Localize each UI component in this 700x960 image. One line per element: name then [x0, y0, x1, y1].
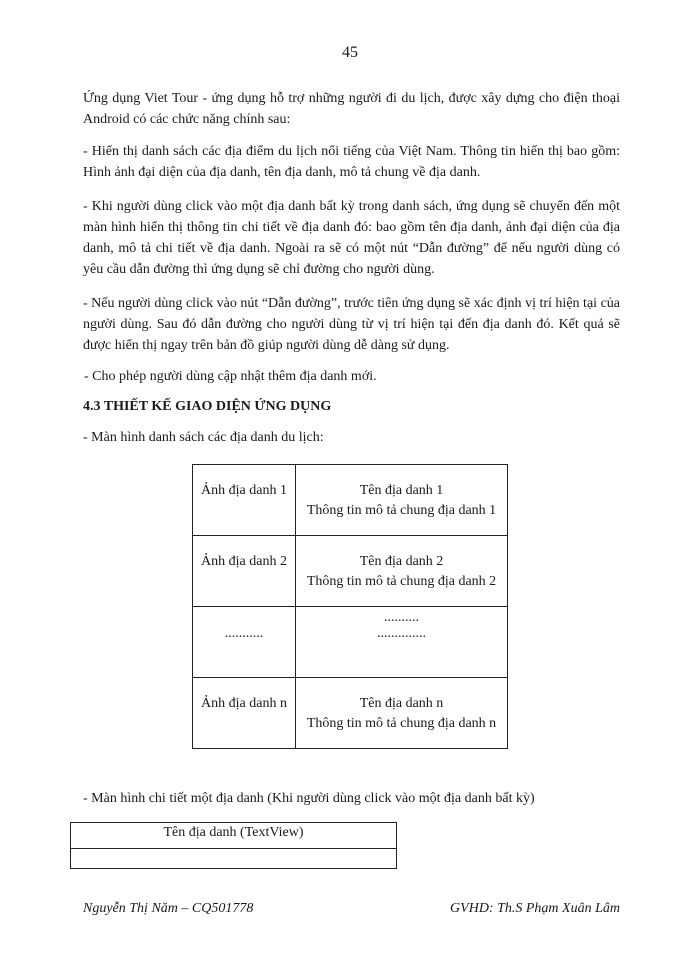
detail-screen-table	[70, 822, 397, 869]
place-image-cell: Ảnh địa danh n	[193, 678, 296, 749]
place-info-cell	[296, 536, 508, 607]
table-row	[193, 607, 508, 678]
place-description: Thông tin mô tả chung địa danh 2	[306, 574, 497, 589]
place-description: ..............	[377, 626, 426, 641]
bullet-2: - Khi người dùng click vào một địa danh bất kỳ trong danh sách, ứng dụng sẽ chuyển đến một màn hình hiển thị thông tin chi tiết về địa danh đó: bao gồm tên địa danh, ảnh đại diện của địa danh, mô tả chi tiết về địa danh. Ngoài ra sẽ có một nút “Dẫn đường” để nếu người dùng có yêu cầu dẫn đường thì ứng dụng sẽ chỉ đường cho người dùng.	[83, 199, 620, 277]
place-description: Thông tin mô tả chung địa danh 1	[306, 503, 497, 518]
place-name: ..........	[384, 610, 419, 625]
footer-advisor: GVHD: Th.S Phạm Xuân Lâm	[450, 901, 620, 916]
place-image-cell: Ảnh địa danh 2	[193, 536, 296, 607]
table-row	[71, 849, 397, 869]
bullet-4: - Cho phép người dùng cập nhật thêm địa danh mới.	[84, 369, 377, 384]
list-screen-table	[192, 464, 508, 749]
place-image-cell: ...........	[193, 607, 296, 678]
empty-cell	[71, 849, 397, 869]
place-image-cell: Ảnh địa danh 1	[193, 465, 296, 536]
section-heading: 4.3 THIẾT KẾ GIAO DIỆN ỨNG DỤNG	[83, 399, 332, 414]
table-row	[71, 823, 397, 849]
place-info-cell	[296, 465, 508, 536]
table-row	[193, 465, 508, 536]
place-name: Tên địa danh 1	[359, 483, 444, 498]
page-number: 45	[342, 44, 358, 61]
list-screen-label: - Màn hình danh sách các địa danh du lịch:	[83, 430, 324, 445]
bullet-1: - Hiển thị danh sách các địa điểm du lịch nổi tiếng của Việt Nam. Thông tin hiển thị bao gồm: Hình ảnh đại diện của địa danh, tên địa danh, mô tả chung về địa danh.	[83, 144, 620, 180]
bullet-3: - Nếu người dùng click vào nút “Dẫn đường”, trước tiên ứng dụng sẽ xác định vị trí hiện tại của người dùng. Sau đó dẫn đường cho người dùng từ vị trí hiện tại đến địa danh đó. Kết quả sẽ được hiển thị ngay trên bản đồ giúp người dùng dễ dàng sử dụng.	[83, 296, 620, 353]
place-description: Thông tin mô tả chung địa danh n	[306, 716, 497, 731]
table-row	[193, 678, 508, 749]
table-row	[193, 536, 508, 607]
intro-paragraph: Ứng dụng Viet Tour - ứng dụng hỗ trợ những người đi du lịch, được xây dựng cho điện thoại Android có các chức năng chính sau:	[83, 91, 620, 127]
place-info-cell	[296, 678, 508, 749]
place-name: Tên địa danh 2	[359, 554, 444, 569]
place-title-textview: Tên địa danh (TextView)	[71, 823, 397, 849]
detail-screen-label: - Màn hình chi tiết một địa danh (Khi người dùng click vào một địa danh bất kỳ)	[83, 791, 535, 806]
footer-author: Nguyễn Thị Năm – CQ501778	[83, 901, 254, 916]
place-info-cell	[296, 607, 508, 678]
place-name: Tên địa danh n	[359, 696, 444, 711]
